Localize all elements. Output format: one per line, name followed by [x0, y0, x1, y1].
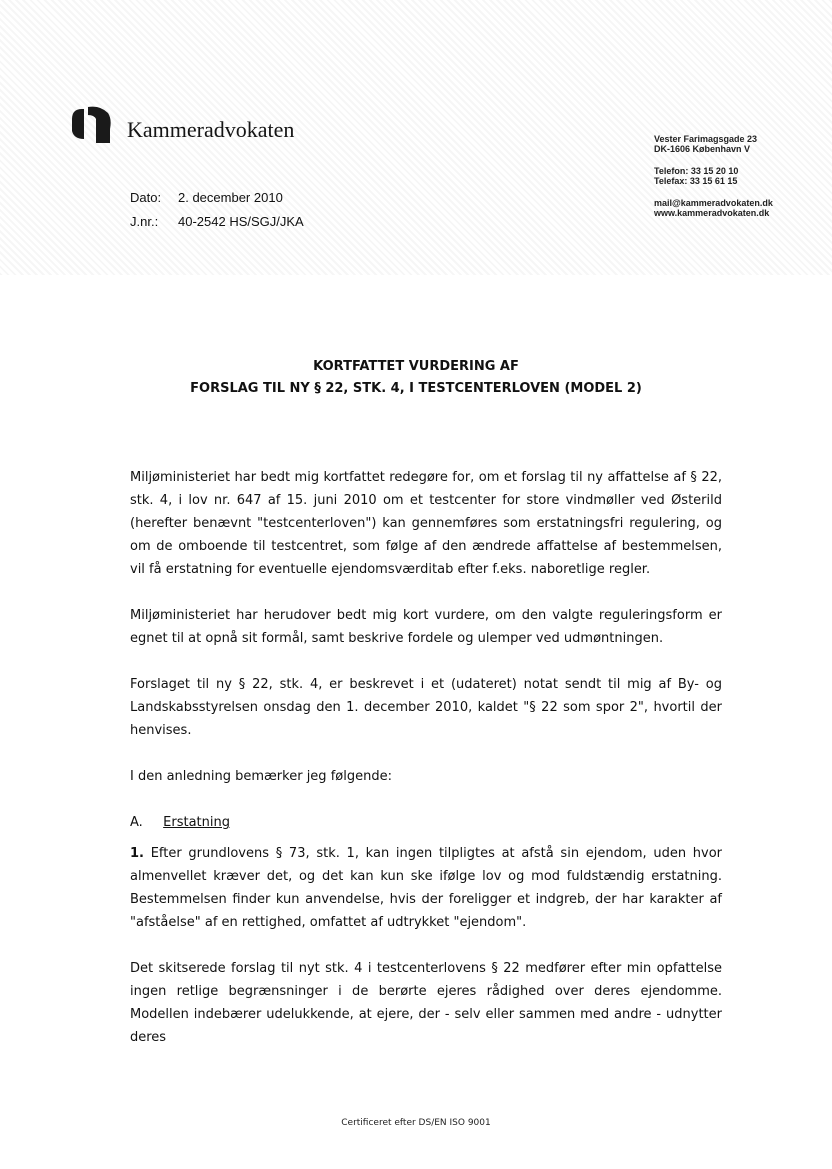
section-title: Erstatning [163, 815, 230, 830]
paragraph-constitution-text: Efter grundlovens § 73, stk. 1, kan ingen tilpligtes at afstå sin ejendom, uden hvor almenvellet kræver det, og det kan kun ske ifølge lov og mod fuldstændig erstatning. Bestemmelsen finder kun anvendelse, hvis der foreligger et indgreb, der har karakter af "afståelse" af en rettighed, omfattet af udtrykket "ejendom". [130, 846, 722, 930]
reference-label: J.nr.: [130, 214, 159, 229]
certification-footer: Certificeret efter DS/EN ISO 9001 [341, 1118, 491, 1128]
email-address: mail@kammeradvokaten.dk [654, 198, 773, 208]
date-label: Dato: [130, 190, 162, 205]
paragraph-intro: Miljøministeriet har bedt mig kortfattet redegøre for, om et forslag til ny affattelse af § 22, stk. 4, i lov nr. 647 af 15. juni 2010 om et testcenter for store vindmøller ved Østerild (herefter benævnt "testcenterloven") kan gennemføres som erstatningsfri regulering, og om de omboende til testcentret, som følge af den ændrede affattelse af bestemmelsen, vil få erstatning for eventuelle ejendomsværditab efter f.eks. naboretlige regler. [130, 470, 722, 577]
paragraph-scope: Miljøministeriet har herudover bedt mig kort vurdere, om den valgte reguleringsform er egnet til at opnå sit formål, samt beskrive fordele og ulemper ved udmøntningen. [130, 608, 722, 646]
title-line-1: KORTFATTET VURDERING AF [313, 359, 519, 374]
address-city: DK-1606 København V [654, 144, 751, 154]
document-title [0, 356, 832, 400]
section-heading [130, 811, 722, 834]
brand-name: Kammeradvokaten [127, 117, 295, 142]
website-address: www.kammeradvokaten.dk [654, 208, 770, 218]
paragraph-proposal: Forslaget til ny § 22, stk. 4, er beskrevet i et (udateret) notat sendt til mig af By- og Landskabsstyrelsen onsdag den 1. december 2010, kaldet "§ 22 som spor 2", hvortil der henvises. [130, 677, 722, 738]
fax-number: Telefax: 33 15 61 15 [654, 176, 738, 186]
paragraph-constitution [130, 842, 722, 934]
contact-block [654, 134, 773, 218]
paragraph-remarks: I den anledning bemærker jeg følgende: [130, 769, 392, 784]
section-letter: A. [130, 815, 143, 830]
reference-value: 40-2542 HS/SGJ/JKA [178, 214, 304, 229]
title-line-2: FORSLAG TIL NY § 22, STK. 4, I TESTCENTERLOVEN (MODEL 2) [190, 381, 642, 396]
document-body [130, 466, 722, 1072]
paragraph-model: Det skitserede forslag til nyt stk. 4 i testcenterlovens § 22 medfører efter min opfattelse ingen retlige begrænsninger i de berørte ejeres rådighed over deres ejendomme. Modellen indebærer udelukkende, at ejere, der - selv eller sammen med andre - udnytter deres [130, 961, 722, 1045]
kammeradvokaten-logo-icon [70, 105, 112, 145]
paragraph-number: 1. [130, 846, 144, 861]
address-street: Vester Farimagsgade 23 [654, 134, 758, 144]
date-value: 2. december 2010 [178, 190, 283, 205]
phone-number: Telefon: 33 15 20 10 [654, 166, 739, 176]
document-meta [130, 190, 304, 238]
